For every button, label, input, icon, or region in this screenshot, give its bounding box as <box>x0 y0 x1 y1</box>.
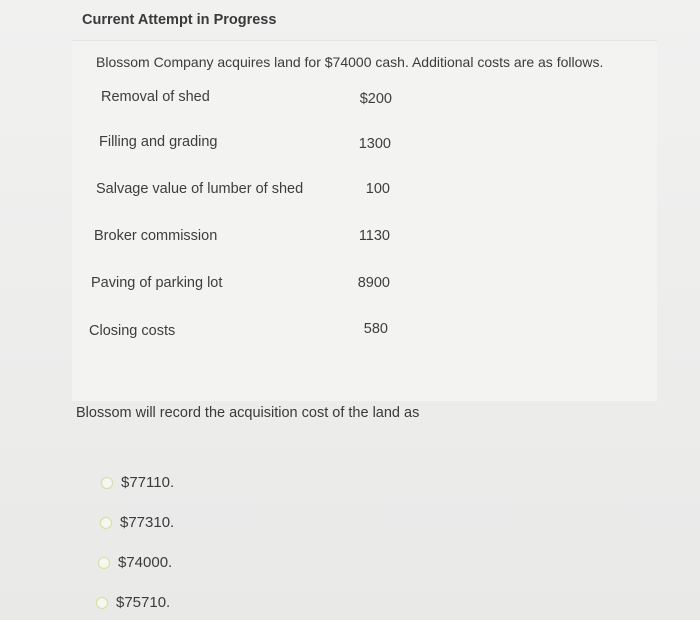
cost-label-removal-of-shed: Removal of shed <box>101 89 210 105</box>
cost-value-broker-commission: 1130 <box>358 228 390 244</box>
answer-option-77110[interactable] <box>101 474 174 491</box>
cost-label-closing-costs: Closing costs <box>89 323 176 339</box>
cost-label-salvage-value: Salvage value of lumber of shed <box>96 181 304 197</box>
cost-value-salvage-value: 100 <box>365 181 390 197</box>
answer-option-label: $75710. <box>116 594 171 611</box>
answer-option-74000[interactable] <box>98 554 172 571</box>
radio-button-icon[interactable] <box>101 477 113 489</box>
cost-value-paving-parking-lot: 8900 <box>357 275 390 291</box>
cost-label-broker-commission: Broker commission <box>94 228 218 244</box>
cost-value-filling-and-grading: 1300 <box>358 136 391 152</box>
cost-label-filling-and-grading: Filling and grading <box>99 134 218 150</box>
answer-option-label: $74000. <box>118 554 173 571</box>
attempt-status-heading: Current Attempt in Progress <box>82 12 277 28</box>
radio-button-icon[interactable] <box>96 597 108 609</box>
radio-button-icon[interactable] <box>98 557 110 569</box>
cost-label-paving-parking-lot: Paving of parking lot <box>91 275 223 291</box>
answer-option-label: $77310. <box>120 514 175 531</box>
answer-option-label: $77110. <box>121 474 175 491</box>
answer-option-75710[interactable] <box>96 594 170 611</box>
cost-value-removal-of-shed: $200 <box>359 91 392 107</box>
question-intro: Blossom Company acquires land for $74000 cash. Additional costs are as follows. <box>96 54 604 70</box>
answer-option-77310[interactable] <box>100 514 174 531</box>
question-prompt: Blossom will record the acquisition cost of the land as <box>76 405 420 421</box>
cost-value-closing-costs: 580 <box>363 321 388 337</box>
radio-button-icon[interactable] <box>100 517 112 529</box>
